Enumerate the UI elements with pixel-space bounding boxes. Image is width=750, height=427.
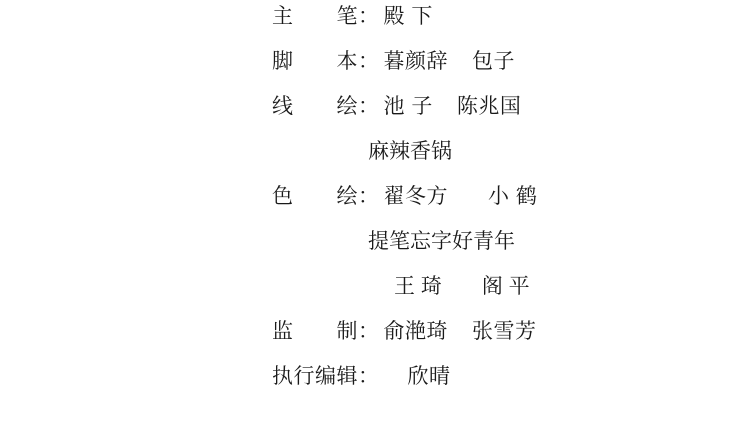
credit-role-label: 执行编辑	[272, 365, 358, 388]
credit-name: 俞滟琦	[383, 320, 448, 343]
credit-names	[384, 180, 693, 210]
credit-name: 小 鹤	[488, 185, 538, 208]
credit-name: 翟冬方	[383, 185, 448, 208]
credit-name: 殿 下	[383, 5, 433, 28]
credit-names	[368, 135, 692, 165]
credit-name: 陈兆国	[456, 95, 522, 118]
credit-names	[384, 0, 693, 30]
credit-names	[384, 315, 693, 345]
credit-colon: ：	[358, 365, 380, 388]
credit-role-label: 色 绘	[272, 185, 358, 208]
credit-row-continuation	[272, 270, 692, 315]
credit-row-continuation	[272, 135, 692, 180]
credit-row	[272, 45, 692, 90]
credits-list	[272, 0, 692, 405]
credit-colon: ：	[358, 50, 380, 73]
credit-row	[272, 180, 692, 225]
credit-name: 包子	[472, 50, 515, 73]
credit-row-continuation	[272, 225, 692, 270]
credit-names	[384, 360, 693, 390]
credit-name: 张雪芳	[472, 320, 537, 343]
credit-name: 阁 平	[481, 275, 530, 298]
credit-name: 王 琦	[394, 275, 442, 298]
credit-name: 麻辣香锅	[368, 140, 452, 163]
credit-row	[272, 90, 692, 135]
credit-role-label: 脚 本	[272, 50, 358, 73]
credit-names	[384, 45, 693, 75]
credit-names	[368, 225, 692, 255]
credit-role-label: 主 笔	[272, 5, 358, 28]
credit-colon: ：	[358, 320, 380, 343]
credit-colon: ：	[358, 185, 380, 208]
credit-role-label: 监 制	[272, 320, 358, 343]
credit-names	[384, 90, 693, 120]
credit-name: 暮颜辞	[383, 50, 448, 73]
credit-name: 池 子	[383, 95, 433, 118]
credit-colon: ：	[358, 95, 380, 118]
credit-row	[272, 315, 692, 360]
credit-role-label: 线 绘	[272, 95, 358, 118]
credit-name: 欣晴	[407, 365, 451, 388]
credit-colon: ：	[358, 5, 380, 28]
credit-row	[272, 0, 692, 45]
credit-row	[272, 360, 692, 405]
credit-name: 提笔忘字好青年	[368, 230, 515, 253]
credit-names	[394, 270, 692, 300]
